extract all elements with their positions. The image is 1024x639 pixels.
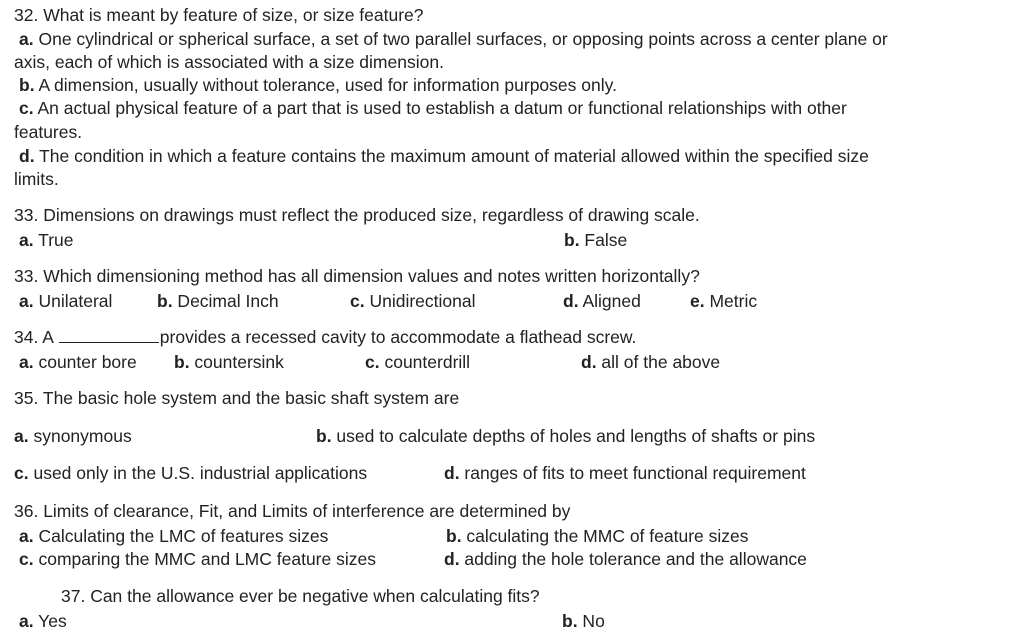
option-text: adding the hole tolerance and the allowance — [459, 549, 807, 569]
option-text: comparing the MMC and LMC feature sizes — [33, 549, 376, 569]
option-letter: b. — [174, 352, 190, 372]
option-text: ranges of fits to meet functional requirement — [459, 463, 806, 483]
option-letter: a. — [19, 352, 34, 372]
q33a-option-b — [564, 229, 627, 251]
q36-option-d — [444, 548, 807, 570]
q35-option-c — [14, 462, 367, 484]
question-33-dimensioning: 33. Which dimensioning method has all dimension values and notes written horizontally? — [14, 266, 700, 286]
q34-option-c — [365, 351, 470, 373]
q32-option-d — [19, 145, 869, 167]
q33b-option-b — [157, 290, 279, 312]
option-text: Decimal Inch — [172, 291, 279, 311]
option-letter: a. — [19, 230, 34, 250]
option-text: One cylindrical or spherical surface, a set of two parallel surfaces, or opposing points across a center plane or — [33, 29, 888, 49]
question-36: 36. Limits of clearance, Fit, and Limits of interference are determined by — [14, 501, 571, 521]
q34-option-d — [581, 351, 720, 373]
q33b-option-d — [563, 290, 641, 312]
question-34-end: provides a recessed cavity to accommodate a flathead screw. — [159, 327, 637, 347]
question-32: 32. What is meant by feature of size, or size feature? — [14, 5, 424, 25]
option-letter: b. — [19, 75, 35, 95]
q35-option-a — [14, 425, 132, 447]
q36-option-a — [19, 525, 328, 547]
option-text: used to calculate depths of holes and lengths of shafts or pins — [331, 426, 816, 446]
option-letter: a. — [14, 426, 29, 446]
option-letter: a. — [19, 291, 34, 311]
option-text: A dimension, usually without tolerance, used for information purposes only. — [34, 75, 617, 95]
q37-option-a — [19, 610, 67, 632]
option-letter: c. — [19, 98, 34, 118]
q35-option-d — [444, 462, 806, 484]
q36-option-c — [19, 548, 376, 570]
question-34 — [14, 326, 636, 348]
answer-blank — [59, 326, 159, 343]
option-letter: a. — [19, 526, 34, 546]
option-letter: d. — [563, 291, 579, 311]
question-34-start: 34. A — [14, 327, 58, 347]
q37-option-b — [562, 610, 605, 632]
q34-option-b — [174, 351, 284, 373]
option-letter: c. — [350, 291, 365, 311]
option-letter: b. — [564, 230, 580, 250]
option-text: Unidirectional — [364, 291, 476, 311]
option-letter: d. — [444, 463, 460, 483]
option-letter: b. — [446, 526, 462, 546]
option-text: Metric — [704, 291, 758, 311]
q33a-option-a — [19, 229, 74, 251]
option-letter: b. — [562, 611, 578, 631]
q32-option-a-cont: axis, each of which is associated with a size dimension. — [14, 52, 444, 72]
option-text: An actual physical feature of a part that is used to establish a datum or functional relationships with other — [33, 98, 847, 118]
option-letter: d. — [581, 352, 597, 372]
option-text: True — [33, 230, 74, 250]
option-text: all of the above — [596, 352, 721, 372]
option-letter: d. — [444, 549, 460, 569]
q32-option-a — [19, 28, 888, 50]
question-33-true-false: 33. Dimensions on drawings must reflect the produced size, regardless of drawing scale. — [14, 205, 700, 225]
option-text: calculating the MMC of feature sizes — [461, 526, 749, 546]
q33b-option-a — [19, 290, 112, 312]
option-letter: b. — [157, 291, 173, 311]
q32-option-c-cont: features. — [14, 122, 83, 142]
option-text: Yes — [33, 611, 67, 631]
option-text: counter bore — [33, 352, 137, 372]
q36-option-b — [446, 525, 749, 547]
q35-option-b — [316, 425, 815, 447]
option-text: used only in the U.S. industrial applications — [28, 463, 368, 483]
option-text: Aligned — [578, 291, 641, 311]
option-letter: c. — [365, 352, 380, 372]
option-letter: e. — [690, 291, 705, 311]
q32-option-c — [19, 97, 847, 119]
option-text: synonymous — [28, 426, 132, 446]
option-text: No — [577, 611, 605, 631]
option-text: Calculating the LMC of features sizes — [33, 526, 329, 546]
option-letter: b. — [316, 426, 332, 446]
option-letter: a. — [19, 29, 34, 49]
option-letter: d. — [19, 146, 35, 166]
option-text: countersink — [189, 352, 284, 372]
q32-option-d-cont: limits. — [14, 169, 59, 189]
option-text: Unilateral — [33, 291, 113, 311]
option-letter: c. — [19, 549, 34, 569]
q33b-option-e — [690, 290, 757, 312]
question-37: 37. Can the allowance ever be negative when calculating fits? — [61, 586, 540, 606]
option-letter: a. — [19, 611, 34, 631]
question-35: 35. The basic hole system and the basic shaft system are — [14, 388, 460, 408]
q33b-option-c — [350, 290, 476, 312]
option-text: False — [579, 230, 628, 250]
option-text: The condition in which a feature contains the maximum amount of material allowed within the specified size — [34, 146, 869, 166]
q34-option-a — [19, 351, 137, 373]
q32-option-b — [19, 74, 617, 96]
option-letter: c. — [14, 463, 29, 483]
option-text: counterdrill — [379, 352, 471, 372]
